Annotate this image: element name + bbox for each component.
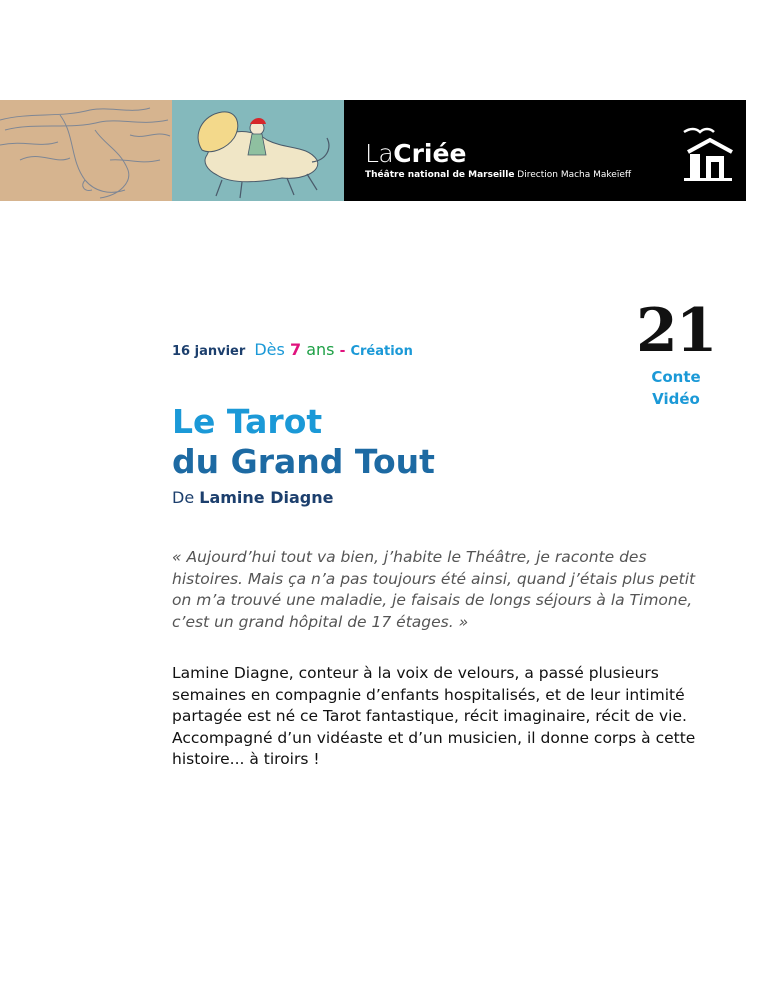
header-banner bbox=[0, 100, 746, 201]
event-meta bbox=[172, 340, 413, 359]
genre-list bbox=[640, 366, 712, 410]
brand-prefix: La bbox=[365, 139, 394, 168]
age-suffix: ans bbox=[306, 340, 335, 359]
tagline-direction: Direction Macha Makeïeff bbox=[517, 170, 632, 180]
age-prefix: Dès bbox=[254, 340, 285, 359]
brand-name: Criée bbox=[393, 139, 467, 168]
house-bird-logo-icon[interactable] bbox=[680, 122, 736, 182]
meta-separator: - bbox=[339, 343, 346, 359]
tagline-theatre: Théâtre national de Marseille bbox=[365, 170, 515, 180]
author-prefix: De bbox=[172, 488, 195, 507]
brand-logo-text[interactable] bbox=[365, 140, 466, 168]
sketch-illustration bbox=[0, 100, 172, 201]
author-credit bbox=[172, 488, 333, 507]
event-type: Création bbox=[350, 344, 413, 359]
age-number: 7 bbox=[289, 340, 302, 359]
sketch-figure-drawing bbox=[0, 100, 172, 201]
lion-illustration bbox=[172, 100, 344, 201]
author-name: Lamine Diagne bbox=[199, 488, 334, 507]
event-date: 16 janvier bbox=[172, 344, 246, 359]
description-text: Lamine Diagne, conteur à la voix de velours, a passé plusieurs semaines en compagnie d’enfants hospitalisés, et de leur intimité partagée est né ce Tarot fantastique, récit imaginaire, récit de vie. Accompagné d’un vidéaste et d’un musicien, il donne corps à cette histoire... à tiroirs ! bbox=[172, 664, 696, 768]
quote-text: « Aujourd’hui tout va bien, j’habite le Théâtre, je raconte des histoires. Mais ça n’a pas toujours été ainsi, quand j’étais plus petit on m’a trouvé une maladie, je faisais de longs séjours à la Timone, c’est un grand hôpital de 17 étages. » bbox=[172, 548, 696, 631]
brand-tagline bbox=[365, 170, 631, 180]
title-line-2: du Grand Tout bbox=[172, 442, 435, 481]
day-number: 21 bbox=[636, 296, 716, 366]
genre-video: Vidéo bbox=[652, 390, 700, 408]
show-title bbox=[172, 402, 435, 482]
lion-rider-drawing bbox=[172, 100, 344, 201]
title-line-1: Le Tarot bbox=[172, 402, 323, 441]
brand-panel bbox=[344, 100, 746, 201]
genre-conte: Conte bbox=[651, 368, 701, 386]
